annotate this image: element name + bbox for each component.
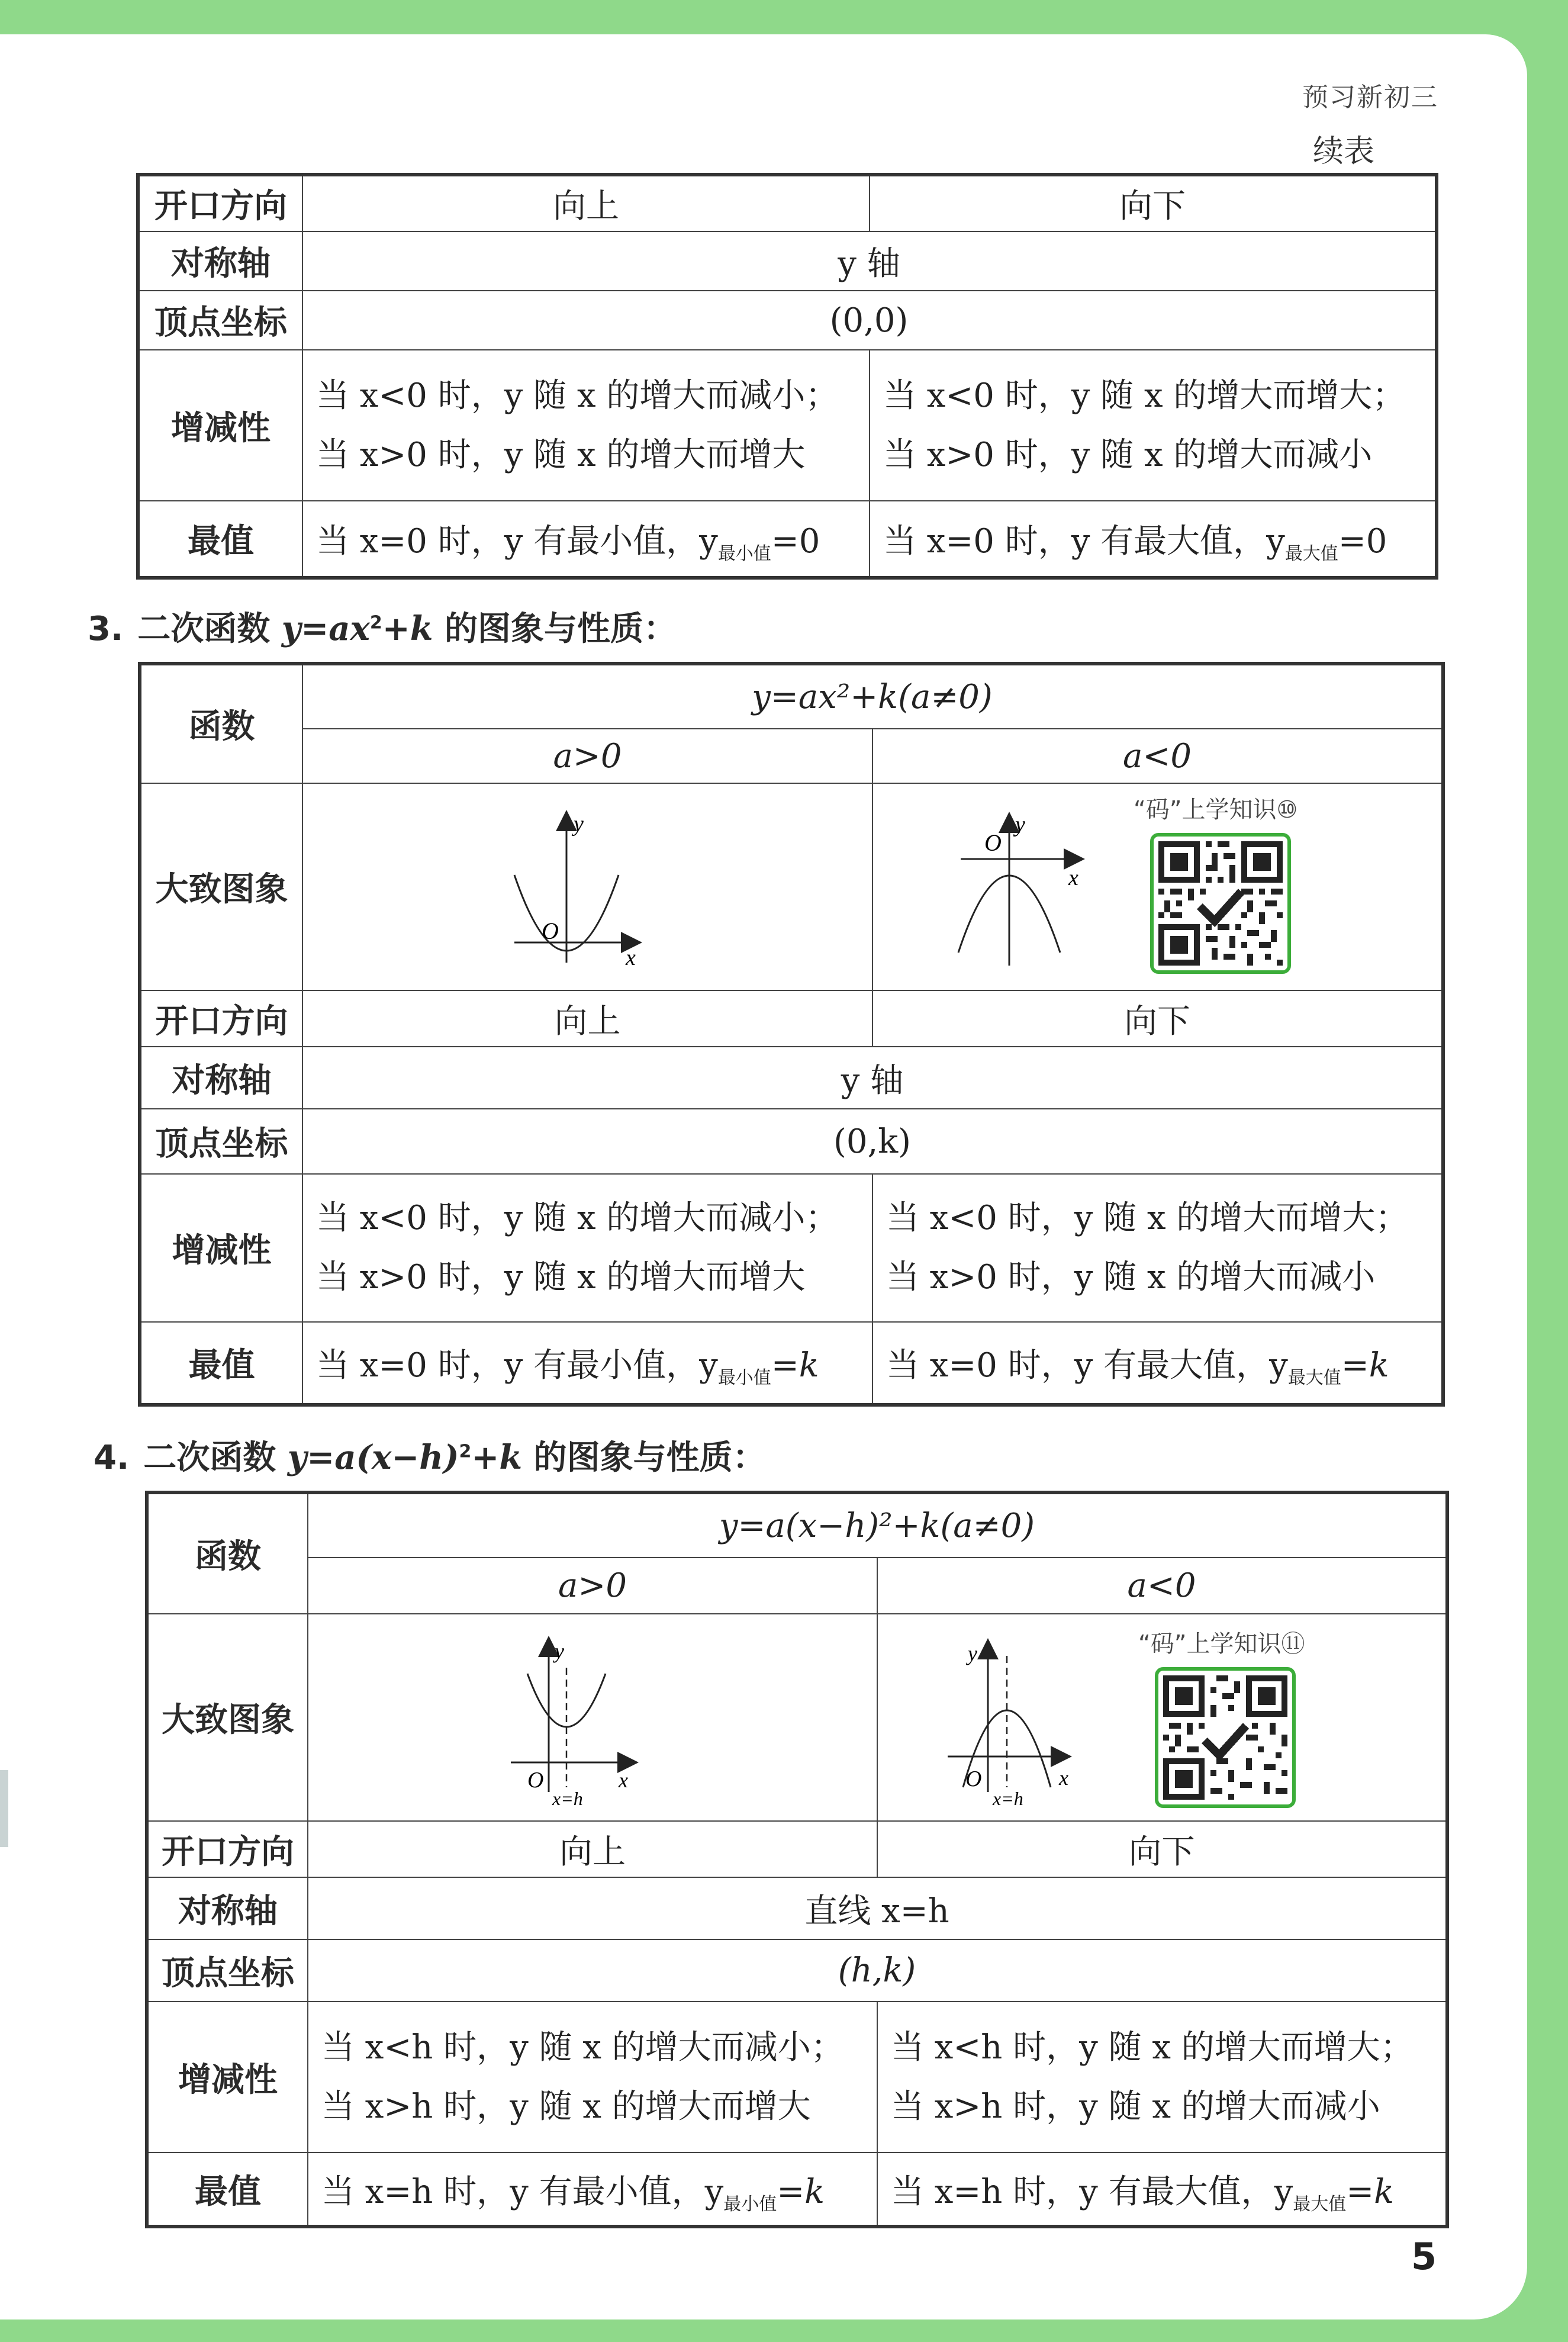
text-line: 当 x<0 时，y 随 x 的增大而增大； bbox=[883, 376, 1406, 415]
table-row bbox=[147, 1558, 1447, 1614]
qr-code[interactable] bbox=[1155, 1667, 1296, 1808]
cell-axis: 直线 x=h bbox=[308, 1877, 1447, 1939]
cell-vertex: (0,k) bbox=[302, 1109, 1443, 1174]
row-label-monotonicity: 增减性 bbox=[147, 2002, 308, 2153]
table-row bbox=[140, 1047, 1443, 1109]
cell-extremum-min bbox=[308, 2153, 877, 2227]
table-ax2-plus-k-properties bbox=[138, 662, 1445, 1407]
text: =0 bbox=[771, 522, 820, 561]
svg-text:x: x bbox=[1059, 1766, 1068, 1790]
cell-case-pos: a>0 bbox=[302, 729, 872, 783]
section-4-heading bbox=[94, 1431, 766, 1479]
table-row bbox=[147, 1877, 1447, 1939]
row-label-function: 函数 bbox=[140, 664, 302, 783]
text: =k bbox=[771, 1346, 819, 1385]
qr-code-block[interactable] bbox=[1134, 791, 1297, 974]
table-row bbox=[147, 1821, 1447, 1877]
svg-text:y: y bbox=[1015, 812, 1025, 837]
cell-graph-neg bbox=[877, 1614, 1447, 1821]
table-row bbox=[140, 1322, 1443, 1405]
cell-opening-neg: 向下 bbox=[877, 1821, 1447, 1877]
cell-graph-neg bbox=[872, 783, 1443, 990]
text-line: 当 x<0 时，y 随 x 的增大而减小； bbox=[316, 1199, 839, 1237]
cell-monotonicity-neg bbox=[870, 350, 1437, 501]
book-series-title: 预习新初三 bbox=[1302, 82, 1438, 112]
text-line: 当 x>0 时，y 随 x 的增大而减小 bbox=[883, 435, 1373, 474]
text: =0 bbox=[1338, 522, 1387, 561]
subscript: 最大值 bbox=[1287, 1368, 1341, 1388]
cell-case-pos: a>0 bbox=[308, 1558, 877, 1614]
cell-opening-pos: 向上 bbox=[308, 1821, 877, 1877]
text: =k bbox=[1346, 2172, 1395, 2211]
cell-vertex: (0,0) bbox=[302, 291, 1437, 350]
table-row bbox=[147, 2153, 1447, 2227]
text: 当 x=h 时，y 有最小值，y bbox=[321, 2172, 724, 2211]
cell-monotonicity-neg bbox=[872, 1174, 1443, 1322]
row-label-axis: 对称轴 bbox=[138, 231, 302, 291]
table-ax2-properties-continued bbox=[136, 173, 1438, 580]
subscript: 最大值 bbox=[1293, 2193, 1347, 2215]
exponent: 2 bbox=[369, 612, 382, 633]
table-row bbox=[147, 1492, 1447, 1558]
row-label-extremum: 最值 bbox=[138, 501, 302, 578]
cell-opening-pos: 向上 bbox=[302, 175, 870, 231]
qr-check-icon bbox=[1158, 841, 1283, 966]
cell-graph-pos bbox=[308, 1614, 877, 1821]
row-label-monotonicity: 增减性 bbox=[138, 350, 302, 501]
row-label-vertex: 顶点坐标 bbox=[147, 1939, 308, 2002]
table-row bbox=[140, 1109, 1443, 1174]
text-line: 当 x>0 时，y 随 x 的增大而增大 bbox=[316, 435, 806, 474]
table-row bbox=[140, 664, 1443, 729]
qr-caption: “码”上学知识⑪ bbox=[1138, 1630, 1305, 1658]
qr-code-block[interactable] bbox=[1138, 1625, 1305, 1808]
subscript: 最小值 bbox=[717, 543, 771, 564]
table-row bbox=[140, 1174, 1443, 1322]
text-line: 当 x>h 时，y 随 x 的增大而增大 bbox=[321, 2087, 811, 2126]
table-row bbox=[138, 350, 1437, 501]
row-label-opening: 开口方向 bbox=[147, 1821, 308, 1877]
text: 当 x=0 时，y 有最大值，y bbox=[883, 522, 1285, 561]
heading-suffix: 的图象与性质： bbox=[533, 1439, 766, 1477]
text-line: 当 x<h 时，y 随 x 的增大而增大； bbox=[891, 2028, 1414, 2067]
text: 当 x=0 时，y 有最小值，y bbox=[316, 522, 718, 561]
svg-text:y: y bbox=[968, 1642, 977, 1665]
row-label-monotonicity: 增减性 bbox=[140, 1174, 302, 1322]
cell-opening-pos: 向上 bbox=[302, 990, 872, 1047]
text-line: 当 x>0 时，y 随 x 的增大而减小 bbox=[886, 1258, 1376, 1297]
svg-text:O: O bbox=[542, 918, 559, 944]
cell-extremum-max bbox=[877, 2153, 1447, 2227]
heading-prefix: 二次函数 bbox=[137, 610, 271, 648]
row-label-graph: 大致图象 bbox=[147, 1614, 308, 1821]
table-continued-label: 续表 bbox=[1313, 134, 1375, 169]
table-row bbox=[138, 231, 1437, 291]
text: 当 x=0 时，y 有最大值，y bbox=[886, 1346, 1288, 1385]
svg-text:x: x bbox=[619, 1768, 628, 1792]
section-number: 3. bbox=[88, 610, 124, 648]
table-row bbox=[138, 501, 1437, 578]
parabola-up-shifted-graph bbox=[504, 1632, 658, 1810]
section-3-heading bbox=[88, 603, 677, 650]
exponent: 2 bbox=[459, 1441, 472, 1462]
svg-text:O: O bbox=[527, 1768, 544, 1793]
parabola-down-graph bbox=[950, 810, 1092, 970]
qr-code[interactable] bbox=[1150, 833, 1291, 974]
table-row bbox=[138, 175, 1437, 231]
cell-function-formula: y=ax²+k(a≠0) bbox=[302, 664, 1443, 729]
cell-vertex: (h,k) bbox=[308, 1939, 1447, 2002]
svg-text:y: y bbox=[555, 1639, 564, 1663]
formula: y=a(x−h) bbox=[287, 1438, 459, 1477]
row-label-vertex: 顶点坐标 bbox=[138, 291, 302, 350]
row-label-opening: 开口方向 bbox=[138, 175, 302, 231]
row-label-axis: 对称轴 bbox=[140, 1047, 302, 1109]
cell-extremum-min bbox=[302, 501, 870, 578]
parabola-up-graph bbox=[507, 808, 649, 967]
formula-tail: +k bbox=[471, 1438, 523, 1477]
cell-monotonicity-pos bbox=[308, 2002, 877, 2153]
heading-prefix: 二次函数 bbox=[143, 1439, 276, 1477]
cell-opening-neg: 向下 bbox=[870, 175, 1437, 231]
svg-text:x=h: x=h bbox=[993, 1788, 1023, 1809]
text: =k bbox=[777, 2172, 825, 2211]
cell-opening-neg: 向下 bbox=[872, 990, 1443, 1047]
cell-extremum-max bbox=[870, 501, 1437, 578]
table-row bbox=[147, 1939, 1447, 2002]
table-row bbox=[140, 729, 1443, 783]
svg-text:O: O bbox=[965, 1767, 982, 1791]
formula-tail: +k bbox=[382, 609, 433, 648]
text: =k bbox=[1341, 1346, 1389, 1385]
row-label-extremum: 最值 bbox=[147, 2153, 308, 2227]
table-row bbox=[140, 783, 1443, 990]
row-label-vertex: 顶点坐标 bbox=[140, 1109, 302, 1174]
formula: y=ax bbox=[281, 609, 370, 648]
table-vertex-form-properties bbox=[145, 1491, 1449, 2228]
cell-extremum-max bbox=[872, 1322, 1443, 1405]
parabola-down-shifted-graph bbox=[937, 1632, 1091, 1810]
table-row bbox=[140, 990, 1443, 1047]
row-label-axis: 对称轴 bbox=[147, 1877, 308, 1939]
subscript: 最小值 bbox=[723, 2193, 777, 2215]
subscript: 最大值 bbox=[1284, 543, 1338, 564]
section-number: 4. bbox=[94, 1439, 130, 1477]
subscript: 最小值 bbox=[717, 1368, 771, 1388]
cell-extremum-min bbox=[302, 1322, 872, 1405]
table-row bbox=[138, 291, 1437, 350]
table-row bbox=[147, 2002, 1447, 2153]
table-row bbox=[147, 1614, 1447, 1821]
svg-text:x=h: x=h bbox=[552, 1788, 583, 1809]
cell-monotonicity-neg bbox=[877, 2002, 1447, 2153]
svg-text:x: x bbox=[626, 945, 636, 967]
row-label-function: 函数 bbox=[147, 1492, 308, 1614]
text-line: 当 x<0 时，y 随 x 的增大而增大； bbox=[886, 1199, 1409, 1237]
cell-monotonicity-pos bbox=[302, 1174, 872, 1322]
side-edge-strip bbox=[0, 1770, 8, 1847]
text: 当 x=h 时，y 有最大值，y bbox=[891, 2172, 1293, 2211]
cell-case-neg: a<0 bbox=[877, 1558, 1447, 1614]
qr-check-icon bbox=[1163, 1675, 1287, 1800]
qr-caption: “码”上学知识⑩ bbox=[1134, 796, 1298, 823]
heading-suffix: 的图象与性质： bbox=[445, 610, 677, 648]
row-label-opening: 开口方向 bbox=[140, 990, 302, 1047]
text: 当 x=0 时，y 有最小值，y bbox=[316, 1346, 718, 1385]
cell-graph-pos bbox=[302, 783, 872, 990]
cell-case-neg: a<0 bbox=[872, 729, 1443, 783]
cell-function-formula: y=a(x−h)²+k(a≠0) bbox=[308, 1492, 1447, 1558]
cell-axis: y 轴 bbox=[302, 231, 1437, 291]
cell-axis: y 轴 bbox=[302, 1047, 1443, 1109]
svg-text:x: x bbox=[1068, 866, 1078, 890]
text-line: 当 x>0 时，y 随 x 的增大而增大 bbox=[316, 1258, 806, 1297]
svg-text:O: O bbox=[984, 829, 1002, 856]
cell-monotonicity-pos bbox=[302, 350, 870, 501]
text-line: 当 x<h 时，y 随 x 的增大而减小； bbox=[321, 2028, 844, 2067]
text-line: 当 x>h 时，y 随 x 的增大而减小 bbox=[891, 2087, 1380, 2126]
svg-text:y: y bbox=[574, 812, 584, 837]
text-line: 当 x<0 时，y 随 x 的增大而减小； bbox=[316, 376, 839, 415]
row-label-extremum: 最值 bbox=[140, 1322, 302, 1405]
row-label-graph: 大致图象 bbox=[140, 783, 302, 990]
page-number: 5 bbox=[1411, 2235, 1437, 2278]
